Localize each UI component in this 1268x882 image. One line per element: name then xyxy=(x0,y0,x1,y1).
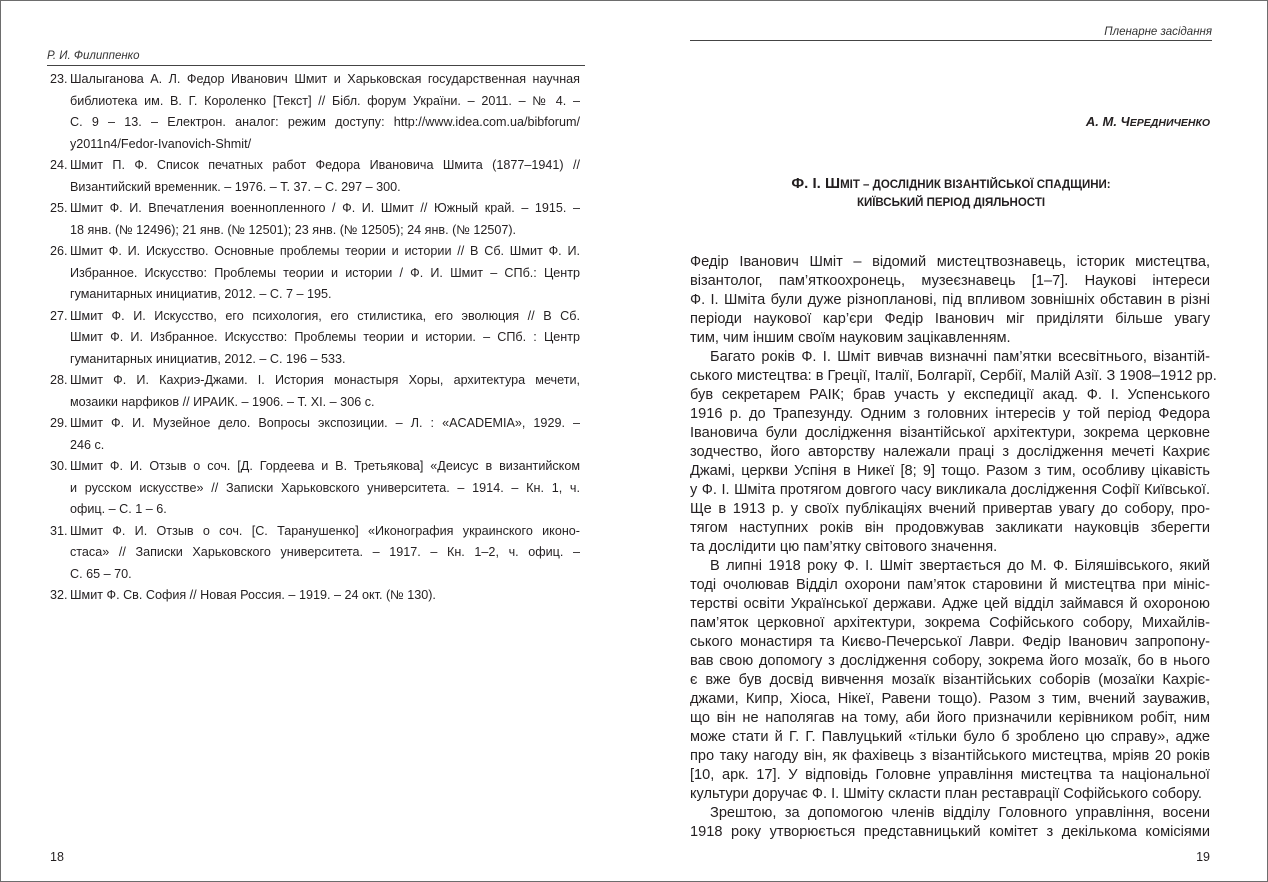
text-line: вав свою допомогу з дослідження собору, зокрема його мозаїк, бо в нього xyxy=(690,653,1210,669)
text-line: може стати й Г. Г. Павлуцький «тільки було б зроблено цю справу», адже xyxy=(690,729,1210,745)
text-line: візантолог, пам’яткоохронець, музеєзнавець [1–7]. Наукові інтереси xyxy=(690,273,1210,289)
article-author xyxy=(1086,114,1210,129)
title-line-1-rest: МІТ – ДОСЛІДНИК ВІЗАНТІЙСЬКОЇ СПАДЩИНИ: xyxy=(840,179,1111,191)
author-surname-initial: Ч xyxy=(1120,114,1130,129)
text-line: ського мистецтва: в Греції, Італії, Болгарії, Сербії, Малій Азії. З 1908–1912 рр. xyxy=(690,368,1217,384)
text-line: Івановича були дослідження візантійської архітектури, зокрема церковне xyxy=(690,425,1210,441)
text-line: Федір Іванович Шміт – відомий мистецтвознавець, історик мистецтва, xyxy=(690,254,1210,270)
paragraph xyxy=(690,348,1217,557)
text-line: джами, Кипр, Хіоса, Нікеї, Равени тощо). Разом з тим, вчений зауважив, xyxy=(690,691,1210,707)
page-number-right: 19 xyxy=(1196,850,1210,864)
text-line: пам’яток церковної архітектури, зокрема Софійського собору, Михайлів- xyxy=(690,615,1210,631)
text-line: тим, чим іншим своїм науковим зацікавленням. xyxy=(690,330,1011,346)
text-line: 1916 р. до Трапезунду. Одним з головних інтересів у той період Федора xyxy=(690,406,1210,422)
left-page xyxy=(47,0,585,882)
title-line-1 xyxy=(690,174,1212,195)
text-line: Ф. І. Шміта були дуже різнопланові, під впливом зовнішніх обставин в різні xyxy=(690,292,1210,308)
reference-number: 24. xyxy=(50,158,68,172)
reference-number: 31. xyxy=(50,523,68,538)
text-line: зодчество, його авторству належали праці з дослідження мечеті Кахриє xyxy=(690,444,1210,460)
reference-line: Шмит Ф. И. Искусство, его психология, его стилистика, его эволюция // В Сб. xyxy=(70,308,580,323)
reference-line: Шмит Ф. И. Избранное. Искусство: Проблемы теории и истории. – СПб. : Центр xyxy=(70,330,580,344)
text-line: періоди наукової кар’єри Федір Іванович міг приділяти більше увагу xyxy=(690,311,1210,327)
reference-line: Шмит Ф. И. Музейное дело. Вопросы экспозиции. – Л. : «ACADEMIA», 1929. – xyxy=(70,416,580,430)
reference-line: y2011n4/Fedor-Ivanovich-Shmit/ xyxy=(70,136,252,151)
text-line: [10, арк. 17]. У відповідь Головне управління мистецтва та національної xyxy=(690,767,1210,783)
reference-line: С. 9 – 13. – Електрон. аналог: режим доступу: http://www.idea.com.ua/bibforum/ xyxy=(70,115,580,129)
author-initials: А. М. xyxy=(1085,114,1121,129)
reference-number: 30. xyxy=(50,459,68,473)
header-rule xyxy=(47,65,585,66)
reference-line: 246 с. xyxy=(70,437,105,452)
reference-item xyxy=(47,155,580,198)
reference-line: и русском искусстве» // Записки Харьковского университета. – 1914. – Кн. 1, ч. xyxy=(70,480,580,495)
text-line: Ще в 1913 р. у своїх публікаціях вчений привертав увагу до собору, про- xyxy=(690,501,1210,517)
reference-item xyxy=(47,69,580,155)
reference-line: гуманитарных инициатив, 2012. – С. 196 – 533. xyxy=(70,351,346,366)
reference-item xyxy=(47,413,580,456)
reference-line: Избранное. Искусство: Проблемы теории и истории / Ф. И. Шмит – СПб.: Центр xyxy=(70,265,580,280)
reference-number: 29. xyxy=(50,416,68,430)
text-line: є вже був досвід вивчення мозаїк візантійських соборів (мозаїки Кахріє- xyxy=(690,672,1210,688)
reference-list xyxy=(47,69,580,607)
right-page xyxy=(690,0,1217,882)
reference-item xyxy=(47,370,580,413)
article-title xyxy=(690,174,1212,211)
reference-item xyxy=(47,306,580,371)
page-number-left: 18 xyxy=(50,850,64,864)
reference-line: Шмит Ф. И. Впечатления военнопленного / Ф. И. Шмит // Южный край. – 1915. – xyxy=(70,201,580,215)
text-line: тягом наступних років він продовжував закликати науковців зберегти xyxy=(690,520,1210,536)
reference-item xyxy=(47,198,580,241)
text-line: та дослідити цю пам’ятку світового значення. xyxy=(690,539,998,555)
title-line-2: КИЇВСЬКИЙ ПЕРІОД ДІЯЛЬНОСТІ xyxy=(856,197,1046,209)
text-line: культури доручає Ф. І. Шміту скласти план реставрації Софійського собору. xyxy=(690,786,1202,802)
paragraph xyxy=(690,253,1210,348)
reference-line: Шмит П. Ф. Список печатных работ Федора Ивановича Шмита (1877–1941) // xyxy=(70,158,580,172)
text-line: у Ф. І. Шміта протягом довгого часу викликала дослідження Софії Київської. xyxy=(690,482,1210,498)
text-line: В липні 1918 року Ф. І. Шміт звертається до М. Ф. Біляшівського, який xyxy=(710,558,1210,574)
running-head-right: Пленарне засідання xyxy=(1104,26,1212,38)
paragraph xyxy=(690,804,1210,842)
text-line: що він не наполягав на тому, аби його призначили керівником робіт, ним xyxy=(690,710,1210,726)
reference-line: Шмит Ф. И. Кахриэ-Джами. I. История монастыря Хоры, архитектура мечети, xyxy=(70,373,580,387)
reference-number: 25. xyxy=(50,201,68,215)
running-head-left: Р. И. Филиппенко xyxy=(47,50,140,62)
reference-number: 23. xyxy=(50,72,68,86)
text-line: ського монастиря та Києво-Печерської Лаври. Федір Іванович запропону- xyxy=(690,634,1210,650)
reference-line: офиц. – С. 1 – 6. xyxy=(70,502,167,516)
title-line-1-start: Ф. І. Ш xyxy=(791,175,841,192)
text-line: 1918 року утворюється представницький комітет з декількома комісіями xyxy=(690,824,1210,840)
text-line: терстві освіти Української держави. Адже цей відділ займався й охороною xyxy=(690,596,1210,612)
reference-line: Византийский временник. – 1976. – Т. 37. – С. 297 – 300. xyxy=(70,179,401,194)
article-body xyxy=(690,253,1217,842)
reference-item xyxy=(47,241,580,306)
reference-line: Шалыганова А. Л. Федор Иванович Шмит и Харьковская государственная научная xyxy=(70,72,580,86)
reference-item xyxy=(47,456,580,521)
reference-line: гуманитарных инициатив, 2012. – С. 7 – 195. xyxy=(70,287,332,301)
reference-line: Шмит Ф. Св. София // Новая Россия. – 1919. – 24 окт. (№ 130). xyxy=(70,588,436,602)
reference-line: стаса» // Записки Харьковского университета. – 1917. – Кн. 1–2, ч. офиц. – xyxy=(70,545,580,559)
text-line: Багато років Ф. І. Шміт вивчав визначні пам’ятки всесвітнього, візантій- xyxy=(710,349,1210,365)
reference-line: 18 янв. (№ 12496); 21 янв. (№ 12501); 23 янв. (№ 12505); 24 янв. (№ 12507). xyxy=(70,222,517,237)
header-rule xyxy=(690,40,1212,41)
reference-line: Шмит Ф. И. Отзыв о соч. [С. Таранушенко] «Иконография украинского иконо- xyxy=(70,523,580,538)
reference-line: Шмит Ф. И. Отзыв о соч. [Д. Гордеева и В. Третьякова] «Деисус в византийском xyxy=(70,459,580,473)
reference-line: библиотека им. В. Г. Короленко [Текст] // Бібл. форум України. – 2011. – № 4. – xyxy=(70,93,580,108)
reference-number: 26. xyxy=(50,244,68,258)
text-line: про таку нагоду він, як фахівець з візантійського мистецтва, мріяв 20 років xyxy=(690,748,1210,764)
reference-line: мозаики нарфиков // ИРАИК. – 1906. – Т. XI. – 306 с. xyxy=(70,394,375,409)
reference-number: 27. xyxy=(50,308,68,323)
text-line: був секретарем РАІК; брав участь у експедиції акад. Ф. І. Успенського xyxy=(690,387,1210,403)
reference-line: С. 65 – 70. xyxy=(70,566,132,581)
text-line: Зрештою, за допомогою членів відділу Головного управління, восени xyxy=(710,805,1210,821)
text-line: Джамі, церкви Успіня в Никеї [8; 9] тощо. Разом з тим, особливу цікавість xyxy=(690,463,1210,479)
reference-number: 32. xyxy=(50,588,68,602)
reference-line: Шмит Ф. И. Искусство. Основные проблемы теории и истории // В Сб. Шмит Ф. И. xyxy=(70,244,580,258)
reference-item xyxy=(47,521,580,586)
text-line: тоді очолював Відділ охорони пам’яток старовини й мистецтва при мініс- xyxy=(690,577,1210,593)
reference-item xyxy=(47,585,580,607)
author-surname-rest: ЕРЕДНИЧЕНКО xyxy=(1129,117,1210,129)
paragraph xyxy=(690,557,1210,804)
reference-number: 28. xyxy=(50,373,68,387)
